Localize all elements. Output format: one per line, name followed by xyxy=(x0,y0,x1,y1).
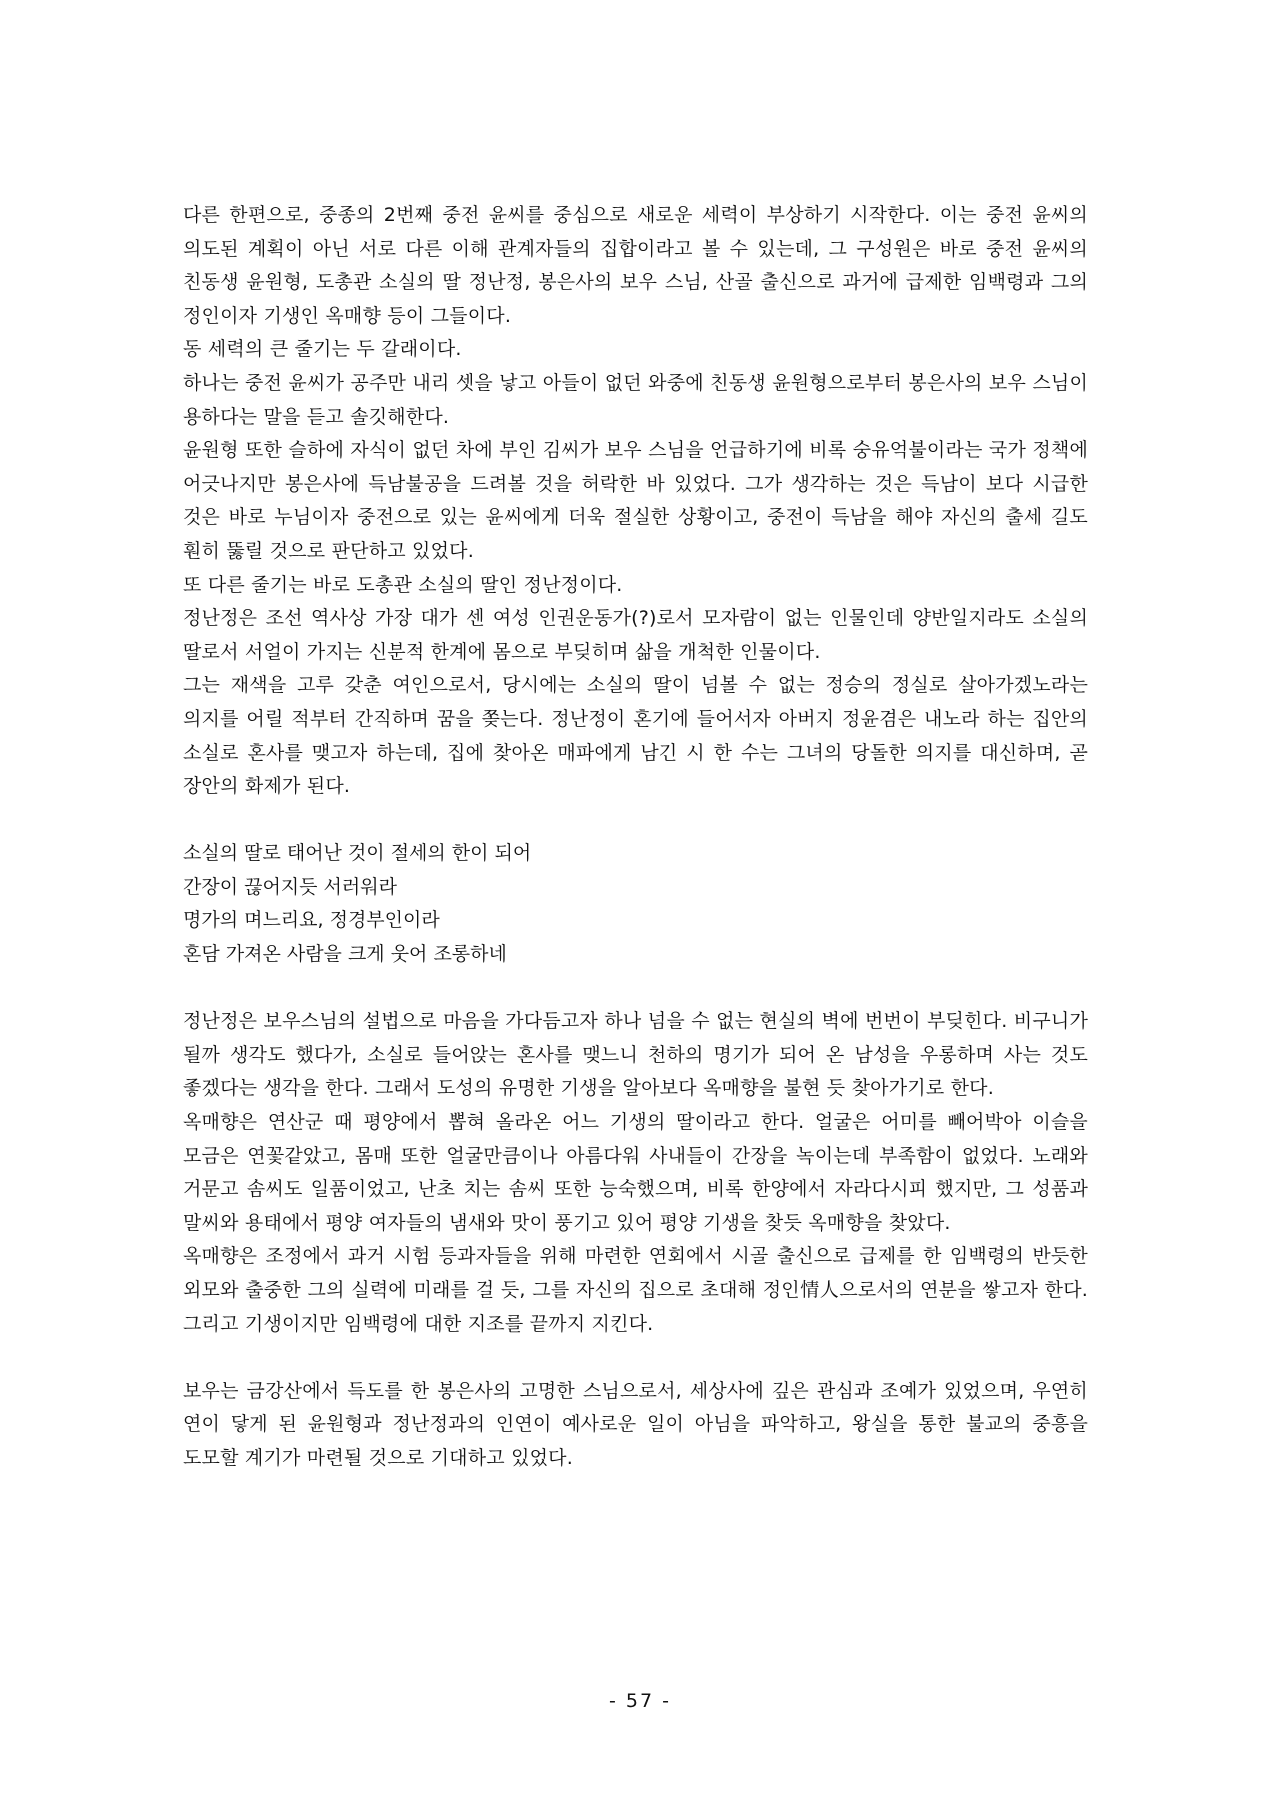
paragraph: 옥매향은 연산군 때 평양에서 뽑혀 올라온 어느 기생의 딸이라고 한다. 얼굴은 어미를 빼어박아 이슬을 모금은 연꽃같았고, 몸매 또한 얼굴만큼이나 아름다워 사내들이 간장을 녹이는데 부족함이 없었다. 노래와 거문고 솜씨도 일품이었고, 난초 치는 솜씨 또한 능숙했으며, 비록 한양에서 자라다시피 했지만, 그 성품과 말씨와 용태에서 평양 여자들의 냄새와 맛이 풍기고 있어 평양 기생을 찾듯 옥매향을 찾았다. xyxy=(183,1111,1088,1234)
paragraph: 정난정은 조선 역사상 가장 대가 센 여성 인권운동가(?)로서 모자람이 없는 인물인데 양반일지라도 소실의 딸로서 서얼이 가지는 신분적 한계에 몸으로 부딪히며 삶을 개척한 인물이다. xyxy=(183,607,1088,663)
poem xyxy=(183,837,1088,971)
poem-line: 명가의 며느리요, 정경부인이라 xyxy=(183,909,440,932)
paragraph: 윤원형 또한 슬하에 자식이 없던 차에 부인 김씨가 보우 스님을 언급하기에 비록 숭유억불이라는 국가 정책에 어긋나지만 봉은사에 득남불공을 드려볼 것을 허락한 바 있었다. 그가 생각하는 것은 득남이 보다 시급한 것은 바로 누님이자 중전으로 있는 윤씨에게 더욱 절실한 상황이고, 중전이 득남을 해야 자신의 출세 길도 훤히 뚫릴 것으로 판단하고 있었다. xyxy=(183,439,1088,562)
paragraph: 보우는 금강산에서 득도를 한 봉은사의 고명한 스님으로서, 세상사에 깊은 관심과 조예가 있었으며, 우연히 연이 닿게 된 윤원형과 정난정과의 인연이 예사로운 일이 아님을 파악하고, 왕실을 통한 불교의 중흥을 도모할 계기가 마련될 것으로 기대하고 있었다. xyxy=(183,1379,1088,1469)
poem-line: 혼담 가져온 사람을 크게 웃어 조롱하네 xyxy=(183,943,507,966)
paragraph: 다른 한편으로, 중종의 2번째 중전 윤씨를 중심으로 새로운 세력이 부상하기 시작한다. 이는 중전 윤씨의 의도된 계획이 아닌 서로 다른 이해 관계자들의 집합이라고 볼 수 있는데, 그 구성원은 바로 중전 윤씨의 친동생 윤원형, 도총관 소실의 딸 정난정, 봉은사의 보우 스님, 산골 출신으로 과거에 급제한 임백령과 그의 정인이자 기생인 옥매향 등이 그들이다. xyxy=(183,204,1088,327)
paragraph: 동 세력의 큰 줄기는 두 갈래이다. xyxy=(183,338,462,361)
body-text xyxy=(183,199,1088,1476)
poem-line: 소실의 딸로 태어난 것이 절세의 한이 되어 xyxy=(183,842,532,865)
poem-line: 간장이 끊어지듯 서러워라 xyxy=(183,875,397,898)
blank-line xyxy=(183,804,1088,838)
blank-line xyxy=(183,972,1088,1006)
paragraph: 그는 재색을 고루 갖춘 여인으로서, 당시에는 소실의 딸이 넘볼 수 없는 정승의 정실로 살아가겠노라는 의지를 어릴 적부터 간직하며 꿈을 쫒는다. 정난정이 혼기에 들어서자 아버지 정윤겸은 내노라 하는 집안의 소실로 혼사를 맺고자 하는데, 집에 찾아온 매파에게 남긴 시 한 수는 그녀의 당돌한 의지를 대신하며, 곧 장안의 화제가 된다. xyxy=(183,674,1088,798)
paragraph: 하나는 중전 윤씨가 공주만 내리 셋을 낳고 아들이 없던 와중에 친동생 윤원형으로부터 봉은사의 보우 스님이 용하다는 말을 듣고 솔깃해한다. xyxy=(183,371,1088,428)
paragraph: 옥매향은 조정에서 과거 시험 등과자들을 위해 마련한 연회에서 시골 출신으로 급제를 한 임백령의 반듯한 외모와 출중한 그의 실력에 미래를 걸 듯, 그를 자신의 집으로 초대해 정인情人으로서의 연분을 쌓고자 한다. 그리고 기생이지만 임백령에 대한 지조를 끝까지 지킨다. xyxy=(183,1245,1088,1335)
blank-line xyxy=(183,1341,1088,1375)
paragraph: 또 다른 줄기는 바로 도총관 소실의 딸인 정난정이다. xyxy=(183,573,623,596)
page-number: - 57 - xyxy=(609,1690,671,1712)
paragraph: 정난정은 보우스님의 설법으로 마음을 가다듬고자 하나 넘을 수 없는 현실의 벽에 번번이 부딪힌다. 비구니가 될까 생각도 했다가, 소실로 들어앉는 혼사를 맺느니 천하의 명기가 되어 온 남성을 우롱하며 사는 것도 좋겠다는 생각을 한다. 그래서 도성의 유명한 기생을 알아보다 옥매향을 불현 듯 찾아가기로 한다. xyxy=(183,1010,1088,1100)
